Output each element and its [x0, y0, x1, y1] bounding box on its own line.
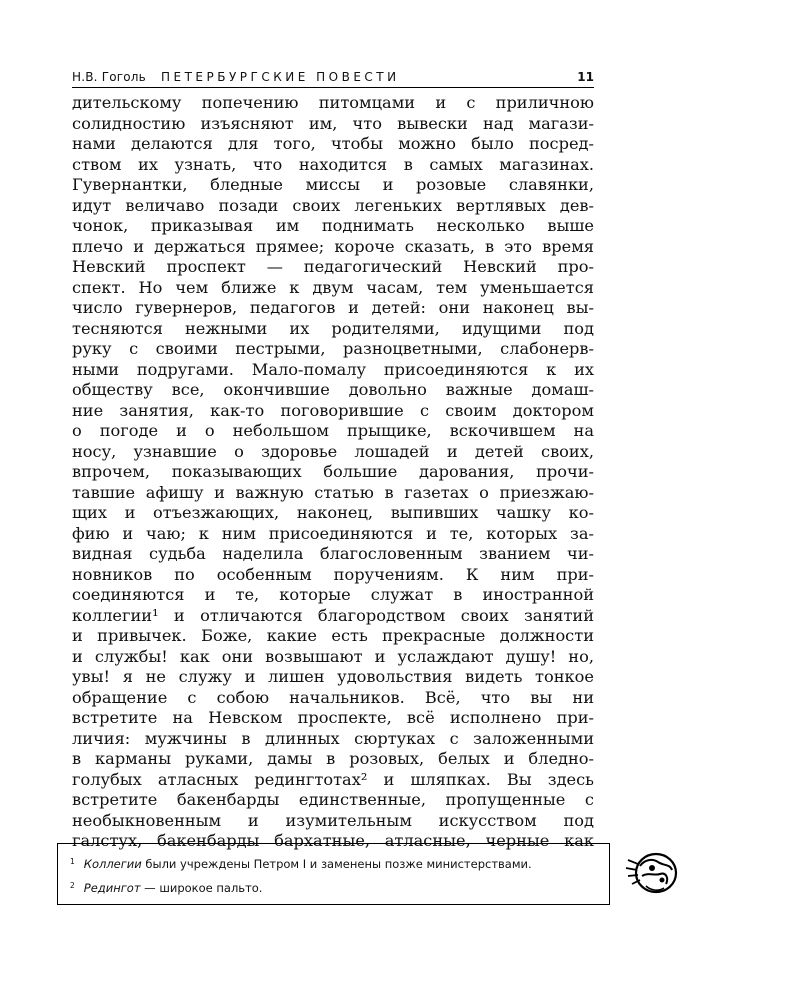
text-line: коллегии¹ и отличаются благородством своих занятий [72, 605, 594, 625]
text-line: спект. Но чем ближе к двум часам, тем уменьшается [72, 277, 594, 297]
footnotes-box [57, 843, 610, 905]
text-line: Невский проспект — педагогический Невский про- [72, 257, 594, 276]
text-line: увы! я не служу и лишен удовольствия видеть тонкое [72, 667, 594, 686]
text-line: Гувернантки, бледные миссы и розовые славянки, [72, 175, 594, 194]
ornament-logo [622, 846, 682, 898]
text-line: обществу все, окончившие довольно важные домаш- [72, 380, 594, 399]
text-line: встретите бакенбарды единственные, пропущенные с [72, 790, 594, 809]
page-number: 11 [577, 70, 594, 84]
footnote-2 [70, 881, 262, 895]
text-line: видная судьба наделила благословенным званием чи- [72, 544, 594, 563]
text-line: ством их узнать, что находится в самых магазинах. [72, 154, 594, 174]
text-line: фию и чаю; к ним присоединяются и те, которых за- [72, 523, 594, 543]
text-line: тавшие афишу и важную статью в газетах о приезжаю- [72, 482, 594, 502]
footnote-term: Коллегии [83, 857, 142, 871]
text-line: дительскому попечению питомцами и с приличною [72, 93, 594, 112]
text-line: впрочем, показывающих большие дарования, прочи- [72, 462, 594, 481]
text-line: плечо и держаться прямее; короче сказать, в это время [72, 236, 594, 256]
text-line: встретите на Невском проспекте, всё исполнено при- [72, 708, 594, 727]
footnote-mark: 1 [70, 857, 75, 866]
text-line: ными подругами. Мало-помалу присоединяются к их [72, 359, 594, 379]
text-line: соединяются и те, которые служат в иностранной [72, 585, 594, 604]
footnote-1 [70, 857, 532, 871]
text-line: идут величаво позади своих легеньких вертлявых дев- [72, 195, 594, 215]
text-line: солидностию изъясняют им, что вывески над магази- [72, 113, 594, 133]
text-line: новников по особенным поручениям. К ним при- [72, 564, 594, 584]
text-line: галстух, бакенбарды бархатные, атласные, черные как [72, 831, 594, 850]
author-name: Н.В. Гоголь [72, 70, 146, 84]
text-line: носу, узнавшие о здоровье лошадей и детей своих, [72, 441, 594, 461]
text-line: чонок, приказывая им поднимать несколько выше [72, 216, 594, 235]
text-line: щих и отъезжающих, наконец, выпивших чашку ко- [72, 503, 594, 522]
footnote-mark: 2 [70, 881, 75, 890]
text-line: голубых атласных редингтотах² и шляпках. Вы здесь [72, 769, 594, 789]
text-line: и службы! как они возвышают и услаждают душу! но, [72, 646, 594, 666]
text-line: личия: мужчины в длинных сюртуках с заложенными [72, 728, 594, 748]
footnote-term: Редингот [83, 881, 141, 895]
footnote-text: — широкое пальто. [140, 881, 263, 895]
text-line: руку с своими пестрыми, разноцветными, слабонерв- [72, 339, 594, 358]
book-title: ПЕТЕРБУРГСКИЕ ПОВЕСТИ [161, 70, 400, 84]
text-line: ние занятия, как-то поговорившие с своим доктором [72, 400, 594, 420]
header-rule [72, 87, 594, 88]
footnote-text: были учреждены Петром I и заменены позже министерствами. [141, 857, 532, 871]
text-line: о погоде и о небольшом прыщике, вскочившем на [72, 421, 594, 440]
text-line: необыкновенным и изумительным искусством под [72, 810, 594, 830]
running-head [72, 69, 594, 85]
text-line: тесняются нежными их родителями, идущими под [72, 318, 594, 338]
body-text [72, 93, 594, 852]
text-line: и привычек. Боже, какие есть прекрасные должности [72, 626, 594, 645]
text-line: число гувернеров, педагогов и детей: они наконец вы- [72, 298, 594, 317]
text-line: нами делаются для того, чтобы можно было посред- [72, 134, 594, 153]
text-line: обращение с собою начальников. Всё, что вы ни [72, 687, 594, 707]
text-line: в карманы руками, дамы в розовых, белых и бледно- [72, 749, 594, 768]
